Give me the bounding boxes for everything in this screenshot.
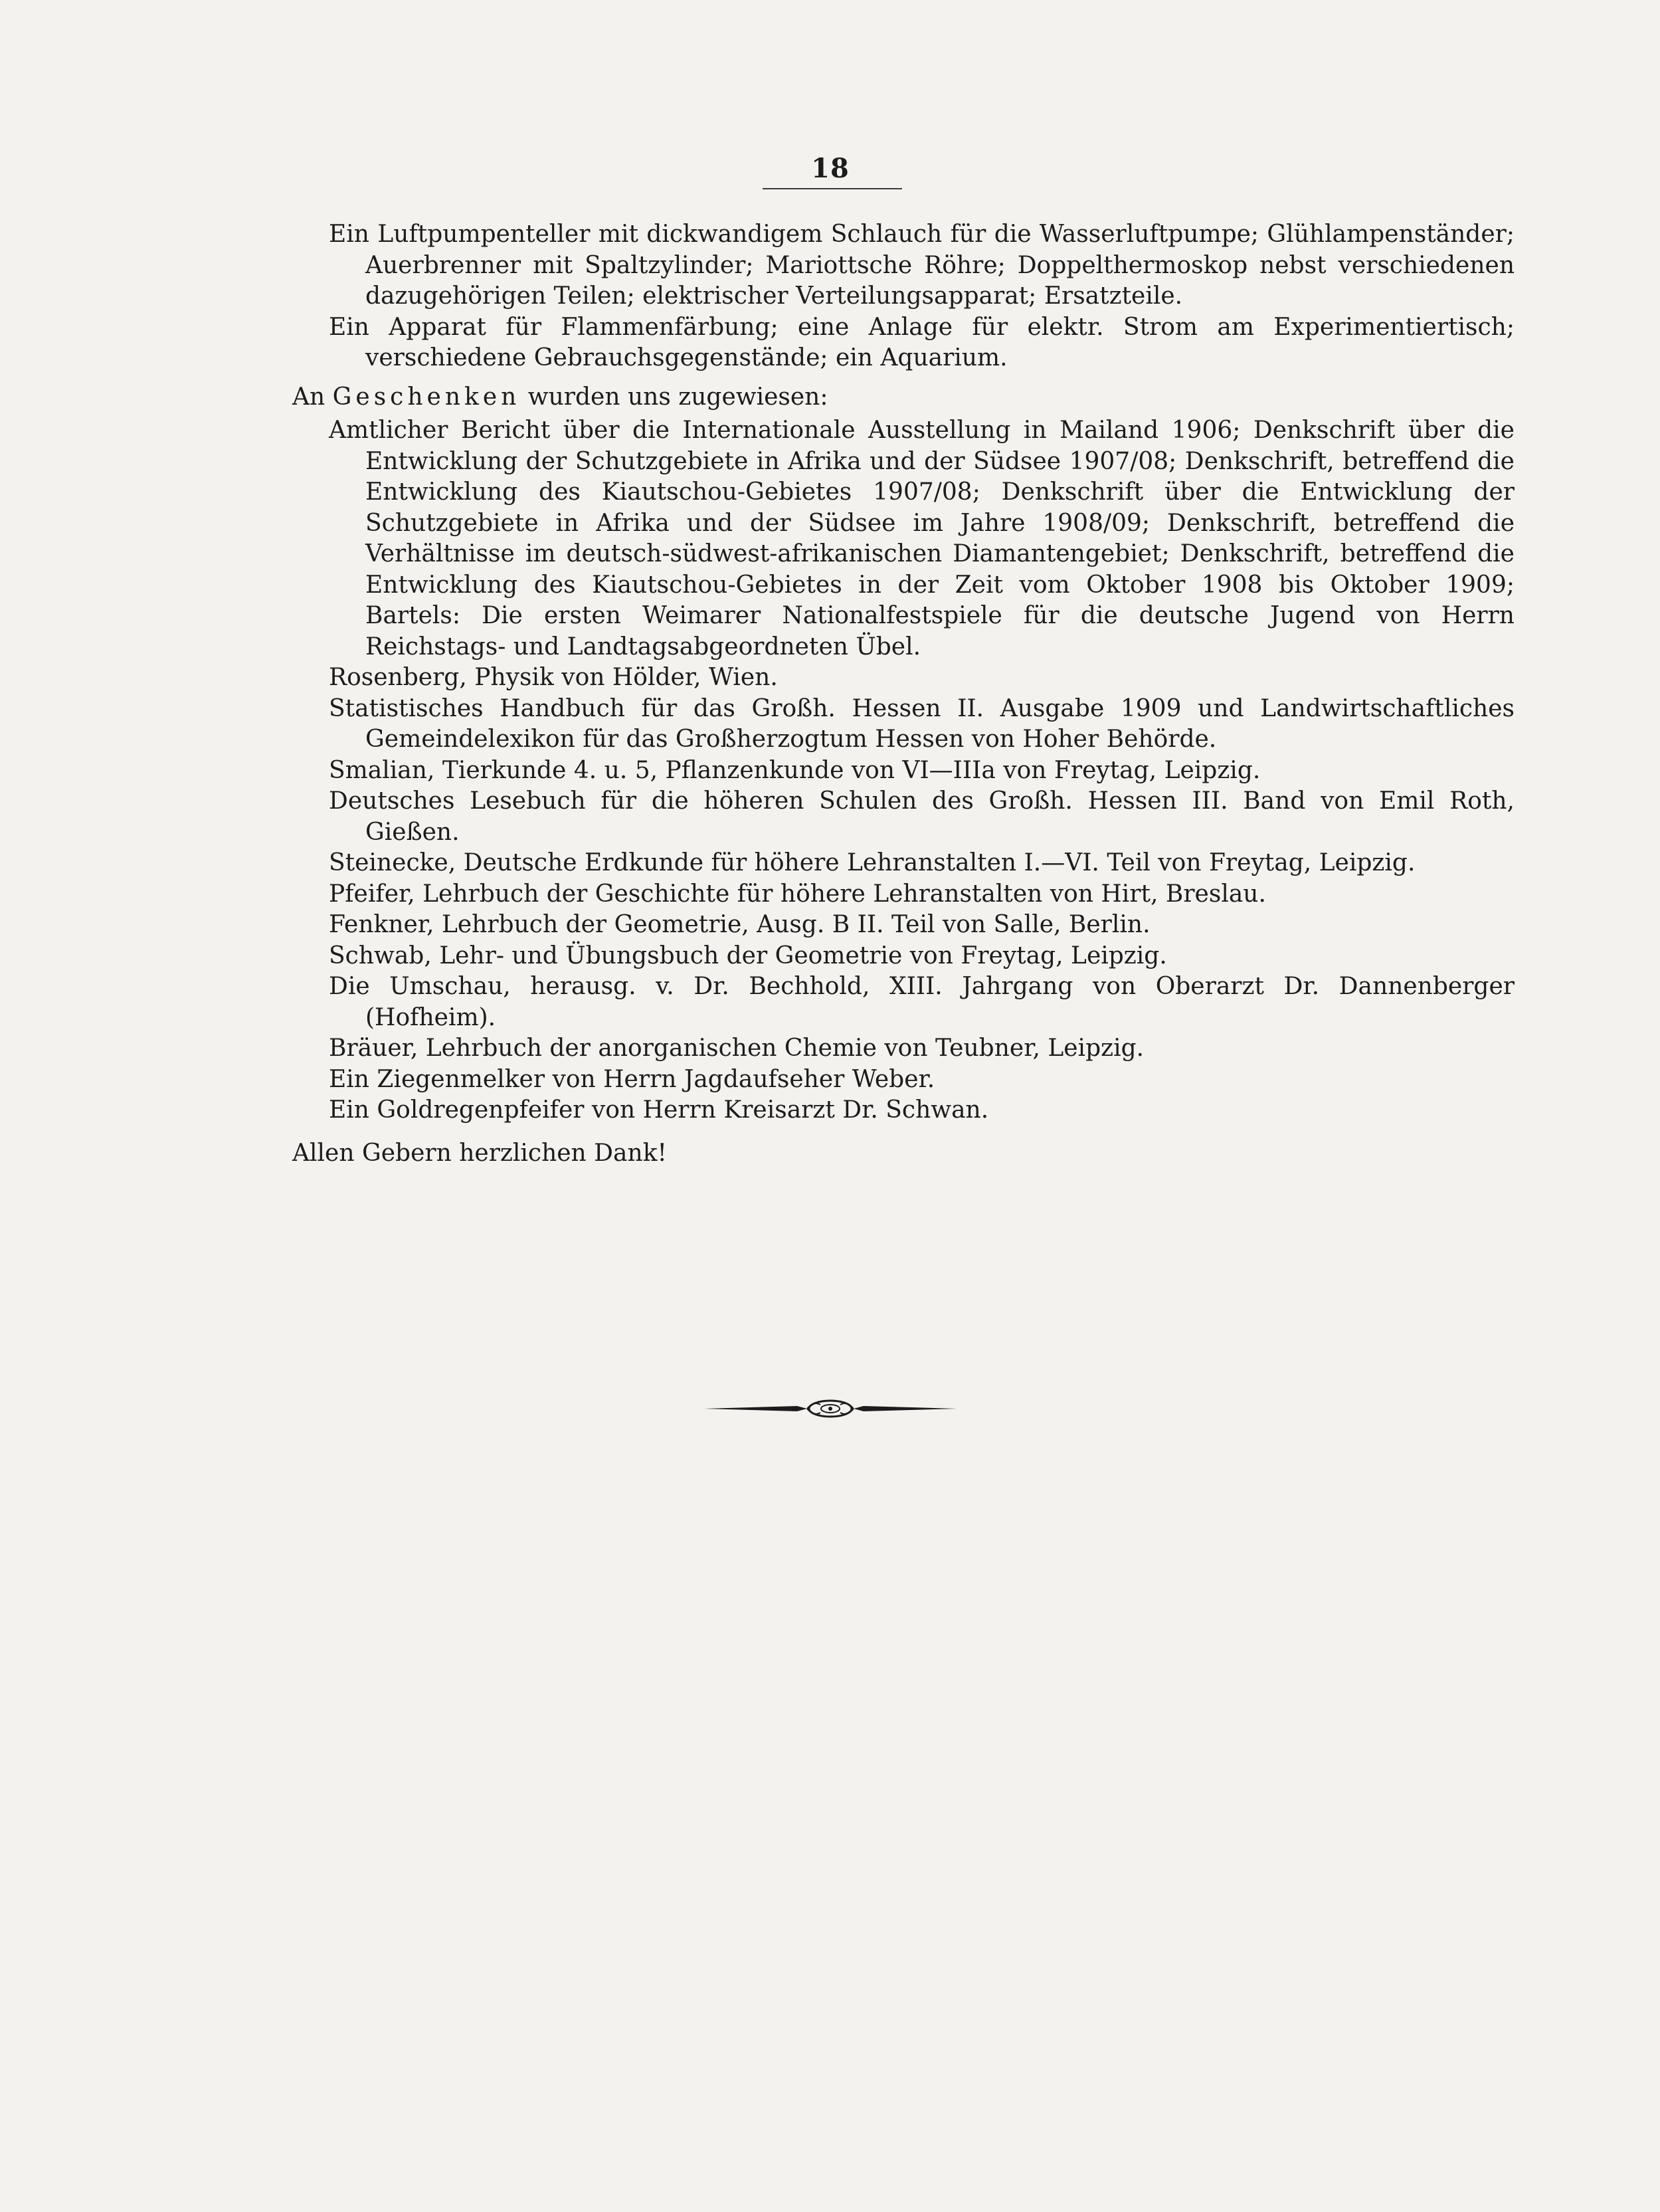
- page-number: 18: [811, 153, 850, 184]
- thanks-line: Allen Gebern herzlichen Dank!: [292, 1139, 667, 1167]
- gift-item: Rosenberg, Physik von Hölder, Wien.: [329, 664, 778, 691]
- gifts-heading-prefix: An: [292, 383, 325, 411]
- gift-item: Amtlicher Bericht über die Internationale Ausstellung in Mailand 1906; Denkschrift über die Entwicklung der Schutzgebiete in Afrika und der Südsee 1907/08; Denkschrift, betreffend die Entwicklung des Kiautschou-Gebietes 1907/08; Denkschrift über die Entwicklung der Schutzgebiete in Afrika und der Südsee im Jahre 1908/09; Denkschrift, betreffend die Verhältnisse im deutsch-südwest-afrikanischen Diamantengebiet; Denkschrift, betreffend die Entwicklung des Kiautschou-Gebietes in der Zeit vom Oktober 1908 bis Oktober 1909; Bartels: Die ersten Weimarer Nationalfestspiele für die deutsche Jugend von Herrn Reichstags- und Landtagsabgeordneten Übel.: [329, 417, 1515, 660]
- gift-item: Die Umschau, herausg. v. Dr. Bechhold, XIII. Jahrgang von Oberarzt Dr. Dannenberger (Hofheim).: [329, 973, 1515, 1031]
- gift-item: Bräuer, Lehrbuch der anorganischen Chemie von Teubner, Leipzig.: [329, 1035, 1145, 1062]
- gift-item: Fenkner, Lehrbuch der Geometrie, Ausg. B II. Teil von Salle, Berlin.: [329, 911, 1151, 938]
- header-rule: [763, 188, 902, 189]
- gift-item: Steinecke, Deutsche Erdkunde für höhere Lehranstalten I.—VI. Teil von Freytag, Leipzig.: [329, 849, 1416, 876]
- gift-item: Schwab, Lehr- und Übungsbuch der Geometrie von Freytag, Leipzig.: [329, 942, 1167, 969]
- gift-item: Statistisches Handbuch für das Großh. Hessen II. Ausgabe 1909 und Landwirtschaftliches Gemeindelexikon für das Großherzogtum Hessen von Hoher Behörde.: [329, 694, 1515, 753]
- gift-item: Deutsches Lesebuch für die höheren Schulen des Großh. Hessen III. Band von Emil Roth, Gießen.: [329, 787, 1515, 846]
- gifts-heading: [292, 382, 1515, 413]
- gifts-heading-spaced: Geschenken: [332, 383, 521, 411]
- gift-item: Pfeifer, Lehrbuch der Geschichte für höhere Lehranstalten von Hirt, Breslau.: [329, 880, 1266, 908]
- ornament-divider-icon: [697, 1397, 963, 1421]
- gift-item: Ein Ziegenmelker von Herrn Jagdaufseher Weber.: [329, 1065, 935, 1093]
- gift-item: Smalian, Tierkunde 4. u. 5, Pflanzenkunde von VI—IIIa von Freytag, Leipzig.: [329, 756, 1261, 784]
- page-content: [292, 219, 1515, 1169]
- intro-item-2: Ein Apparat für Flammenfärbung; eine Anlage für elektr. Strom am Experimentiertisch; verschiedene Gebrauchsgegenstände; ein Aquarium.: [329, 313, 1515, 371]
- gifts-heading-suffix: wurden uns zugewiesen:: [527, 383, 828, 411]
- gift-item: Ein Goldregenpfeifer von Herrn Kreisarzt Dr. Schwan.: [329, 1096, 989, 1124]
- intro-item-1: Ein Luftpumpenteller mit dickwandigem Schlauch für die Wasserluftpumpe; Glühlampenständer; Auerbrenner mit Spaltzylinder; Mariottsche Röhre; Doppelthermoskop nebst verschiedenen dazugehörigen Teilen; elektrischer Verteilungsapparat; Ersatzteile.: [329, 221, 1515, 310]
